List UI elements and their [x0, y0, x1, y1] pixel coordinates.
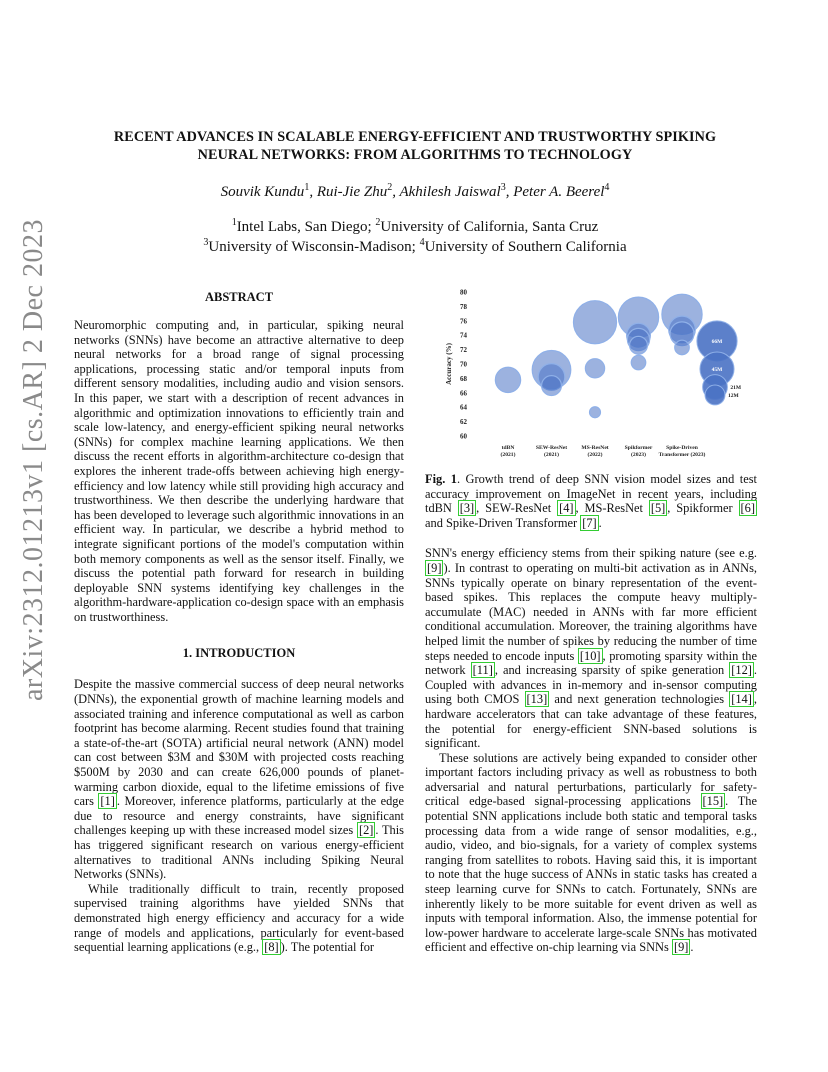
right-column [425, 284, 757, 955]
citation-link[interactable]: [15] [702, 794, 724, 809]
y-tick-label: 76 [460, 317, 467, 326]
text-run: , promoting sparsity within the network [425, 648, 757, 678]
author-sep: , [392, 184, 400, 200]
title-line-2: NEURAL NETWORKS: FROM ALGORITHMS TO TECHNOLOGY [197, 147, 633, 163]
citation-link[interactable]: [6] [740, 501, 755, 516]
author-sup: 1 [304, 182, 310, 193]
bubble-chart-svg [425, 284, 757, 470]
x-category-year: (2022) [587, 452, 603, 458]
citation-link[interactable]: [10] [579, 648, 601, 663]
x-category-label: Spike-Driven [666, 445, 698, 451]
text-run: and Spike-Driven Transformer [425, 515, 581, 530]
citation-link[interactable]: [5] [650, 501, 666, 516]
intro-heading: 1. INTRODUCTION [182, 646, 296, 661]
arxiv-identifier [14, 150, 54, 770]
y-tick-label: 70 [460, 360, 467, 369]
citation-link[interactable]: [2] [358, 823, 374, 838]
left-column [74, 290, 404, 955]
data-bubble [675, 340, 690, 355]
legend-label: 66M [711, 338, 723, 345]
author-sup: 4 [604, 182, 610, 193]
arxiv-id-text: arXiv:2312.01213v1 [cs.AR] 2 Dec 2023 [18, 219, 50, 701]
author-name: Peter A. Beerel [513, 184, 605, 200]
figure-1-caption [425, 472, 757, 530]
text-run: While traditionally difficult to train, recently proposed supervised training algorithms have yielded SNNs that demonstrated high energy efficiency and accuracy for a wide range of models and applications, particularly for event-based sequential learning applications (e.g., [74, 881, 404, 955]
y-tick-label: 66 [460, 389, 467, 398]
text-run: SNN's energy efficiency stems from their spiking nature (see e.g. [425, 546, 757, 561]
text-run: . The potential SNN applications include both static and temporal tasks processing data from a wide range of sensor modalities, e.g., audio, video, and bio-signals, for a variety of complex systems ranging from satellites to robots. Having said this, it is important to note that the huge success of ANNs in static tasks has created a steep learning curve for SNNs to catch. Fortunately, SNNs are inherently likely to be more suitable for event driven as well as inputs with temporal information. Also, the immense potential for low-power hardware to accelerate large-scale SNNs has motivated efficient and effective on-chip learning via SNNs [425, 794, 757, 955]
citation-link[interactable]: [14] [731, 692, 752, 707]
citation-link[interactable]: [7] [582, 515, 597, 530]
data-bubble [495, 367, 520, 392]
paper-title [60, 128, 770, 164]
text-run: . This has triggered significant research on various energy-efficient alternatives to traditional ANNs including Spiking Neural Networks (SNNs). [74, 823, 405, 882]
affiliation-line-1 [60, 217, 770, 237]
x-category-year: Transformer (2023) [658, 452, 706, 458]
affiliation-line-2 [60, 237, 770, 257]
legend-bubble [705, 385, 725, 405]
text-run: , SEW-ResNet [476, 501, 558, 516]
affil-text: University of California, Santa Cruz [380, 219, 599, 235]
author-sup: 3 [500, 182, 506, 193]
author-list [60, 182, 770, 202]
x-category-label: MS-ResNet [581, 445, 609, 451]
y-tick-label: 78 [460, 302, 467, 311]
text-run: , hardware accelerators that can take advantage of these features, the potential for energy-efficient SNN-based solutions is significant. [425, 692, 757, 751]
affil-sup: 1 [231, 217, 237, 228]
legend-label: 45M [711, 367, 723, 374]
y-tick-label: 80 [460, 288, 467, 297]
text-run: . [598, 515, 602, 530]
text-run: ). The potential for [280, 940, 375, 955]
author-sep: , [309, 184, 317, 200]
x-category-year: (2023) [631, 452, 646, 458]
title-line-1: RECENT ADVANCES IN SCALABLE ENERGY-EFFICIENT AND TRUSTWORTHY SPIKING [113, 129, 717, 145]
citation-link[interactable]: [8] [264, 940, 279, 955]
citation-link[interactable]: [9] [427, 560, 442, 575]
text-run: , MS-ResNet [575, 501, 649, 516]
text-run: , and increasing sparsity of spike generation [494, 663, 730, 678]
author-name: Souvik Kundu [220, 184, 305, 200]
data-bubble [585, 359, 604, 378]
figure-1-chart [425, 284, 757, 470]
intro-paragraph-2 [74, 882, 404, 955]
author-name: Akhilesh Jaiswal [399, 184, 501, 200]
text-run: . Coupled with advances in in-memory and in-sensor computing using both CMOS [425, 663, 758, 707]
data-bubble [542, 376, 562, 396]
legend-label: 12M [727, 392, 739, 399]
citation-link[interactable]: [1] [100, 794, 115, 809]
citation-link[interactable]: [4] [559, 501, 574, 516]
affil-text: University of Southern California [424, 239, 627, 255]
right-paragraph-1 [425, 546, 757, 750]
citation-link[interactable]: [11] [472, 663, 493, 678]
y-tick-label: 72 [460, 346, 467, 355]
x-category-label: tdBN [501, 445, 515, 451]
author-sup: 2 [387, 182, 393, 193]
affil-sup: 2 [375, 217, 381, 228]
text-run: . Growth trend of deep SNN vision model sizes and test accuracy improvement on ImageNet in recent years, including tdBN [425, 472, 757, 516]
data-bubble [573, 301, 616, 344]
abstract-heading: ABSTRACT [204, 290, 274, 304]
legend-label: 21M [730, 385, 742, 392]
affil-sup: 3 [203, 237, 209, 248]
y-tick-label: 68 [460, 374, 467, 383]
author-name: Rui-Jie Zhu [316, 184, 388, 200]
data-bubble [630, 336, 648, 354]
right-paragraph-2 [425, 751, 757, 955]
citation-link[interactable]: [12] [731, 663, 752, 678]
y-tick-label: 60 [460, 432, 467, 441]
y-tick-label: 64 [460, 403, 467, 412]
citation-link[interactable]: [3] [459, 501, 475, 516]
author-sep: , [505, 184, 514, 200]
text-run: ). In contrast to operating on multi-bit activation as in ANNs, SNNs typically operate on binary representation of the event-based spikes. This replaces the compute heavy multiply-accumulate (MAC) needed in ANNs with far more efficient conditional accumulation. Moreover, the training algorithms have helped limit the number of spikes by reducing the number of time steps needed to encode inputs [425, 560, 757, 663]
affiliations [60, 217, 770, 257]
y-axis-label: Accuracy (%) [445, 343, 453, 385]
text-run: Despite the massive commercial success of deep neural networks (DNNs), the exponential growth of machine learning models and associated training and inference computational as well as carbon footprint has become alarming. Recent studies found that training a state-of-the-art (SOTA) artificial neural network (ANN) model can cost between $3M and $30M with projected costs reaching $500M by 2030 and can create 626,000 pounds of planet-warming carbon dioxide, equal to the lifetime emissions of five cars [74, 677, 404, 809]
x-category-label: SEW-ResNet [535, 445, 568, 451]
affil-sup: 4 [419, 237, 425, 248]
text-run: , Spikformer [667, 501, 739, 516]
data-bubble [590, 407, 601, 418]
intro-paragraph-1 [74, 677, 404, 881]
abstract-text: Neuromorphic computing and, in particular, spiking neural networks (SNNs) have become an attractive alternative to deep neural networks for a broad range of signal processing applications, processing static and/or temporal inputs from different sensory modalities, including audio and vision sensors. In this paper, we start with a description of recent advances in algorithmic and optimization innovations to efficiently train and scale low-latency, and energy-efficient spiking neural networks (SNNs) for complex machine learning applications. We then discuss the recent efforts in algorithm-architecture co-design that explores the inherent trade-offs between achieving high energy-efficiency and low latency while still providing high accuracy and trustworthiness. We then describe the underlying hardware that has been developed to leverage such algorithmic innovations in an efficient way. In particular, we describe a hybrid method to integrate significant portions of the model's computation within both memory components as well as the sensor itself. Finally, we discuss the potential path forward for research in building deployable SNN systems identifying key challenges in the algorithm-hardware-application co-design space with an emphasis on trustworthiness. [74, 318, 404, 624]
text-run: and next generation technologies [549, 692, 730, 707]
text-run: These solutions are actively being expanded to consider other important factors including privacy as well as robustness to both adversarial and natural perturbations, particularly for safety-critical edge-based signal-processing applications [425, 750, 757, 809]
x-category-label: Spikformer [624, 445, 653, 451]
y-tick-label: 62 [460, 418, 467, 427]
citation-link[interactable]: [13] [526, 692, 548, 707]
caption-label: Fig. 1 [425, 472, 457, 486]
data-bubble [631, 355, 646, 370]
x-category-year: (2021) [500, 452, 516, 458]
x-category-year: (2021) [544, 452, 559, 458]
citation-link[interactable]: [9] [673, 940, 689, 955]
text-run: . Moreover, inference platforms, particularly at the edge due to resource and energy constraints, have significant challenges keeping up with these increased model sizes [74, 794, 404, 838]
text-run: . [690, 940, 694, 955]
affil-text: University of Wisconsin-Madison; [208, 239, 420, 255]
affil-text: Intel Labs, San Diego; [236, 219, 376, 235]
y-tick-label: 74 [460, 331, 467, 340]
